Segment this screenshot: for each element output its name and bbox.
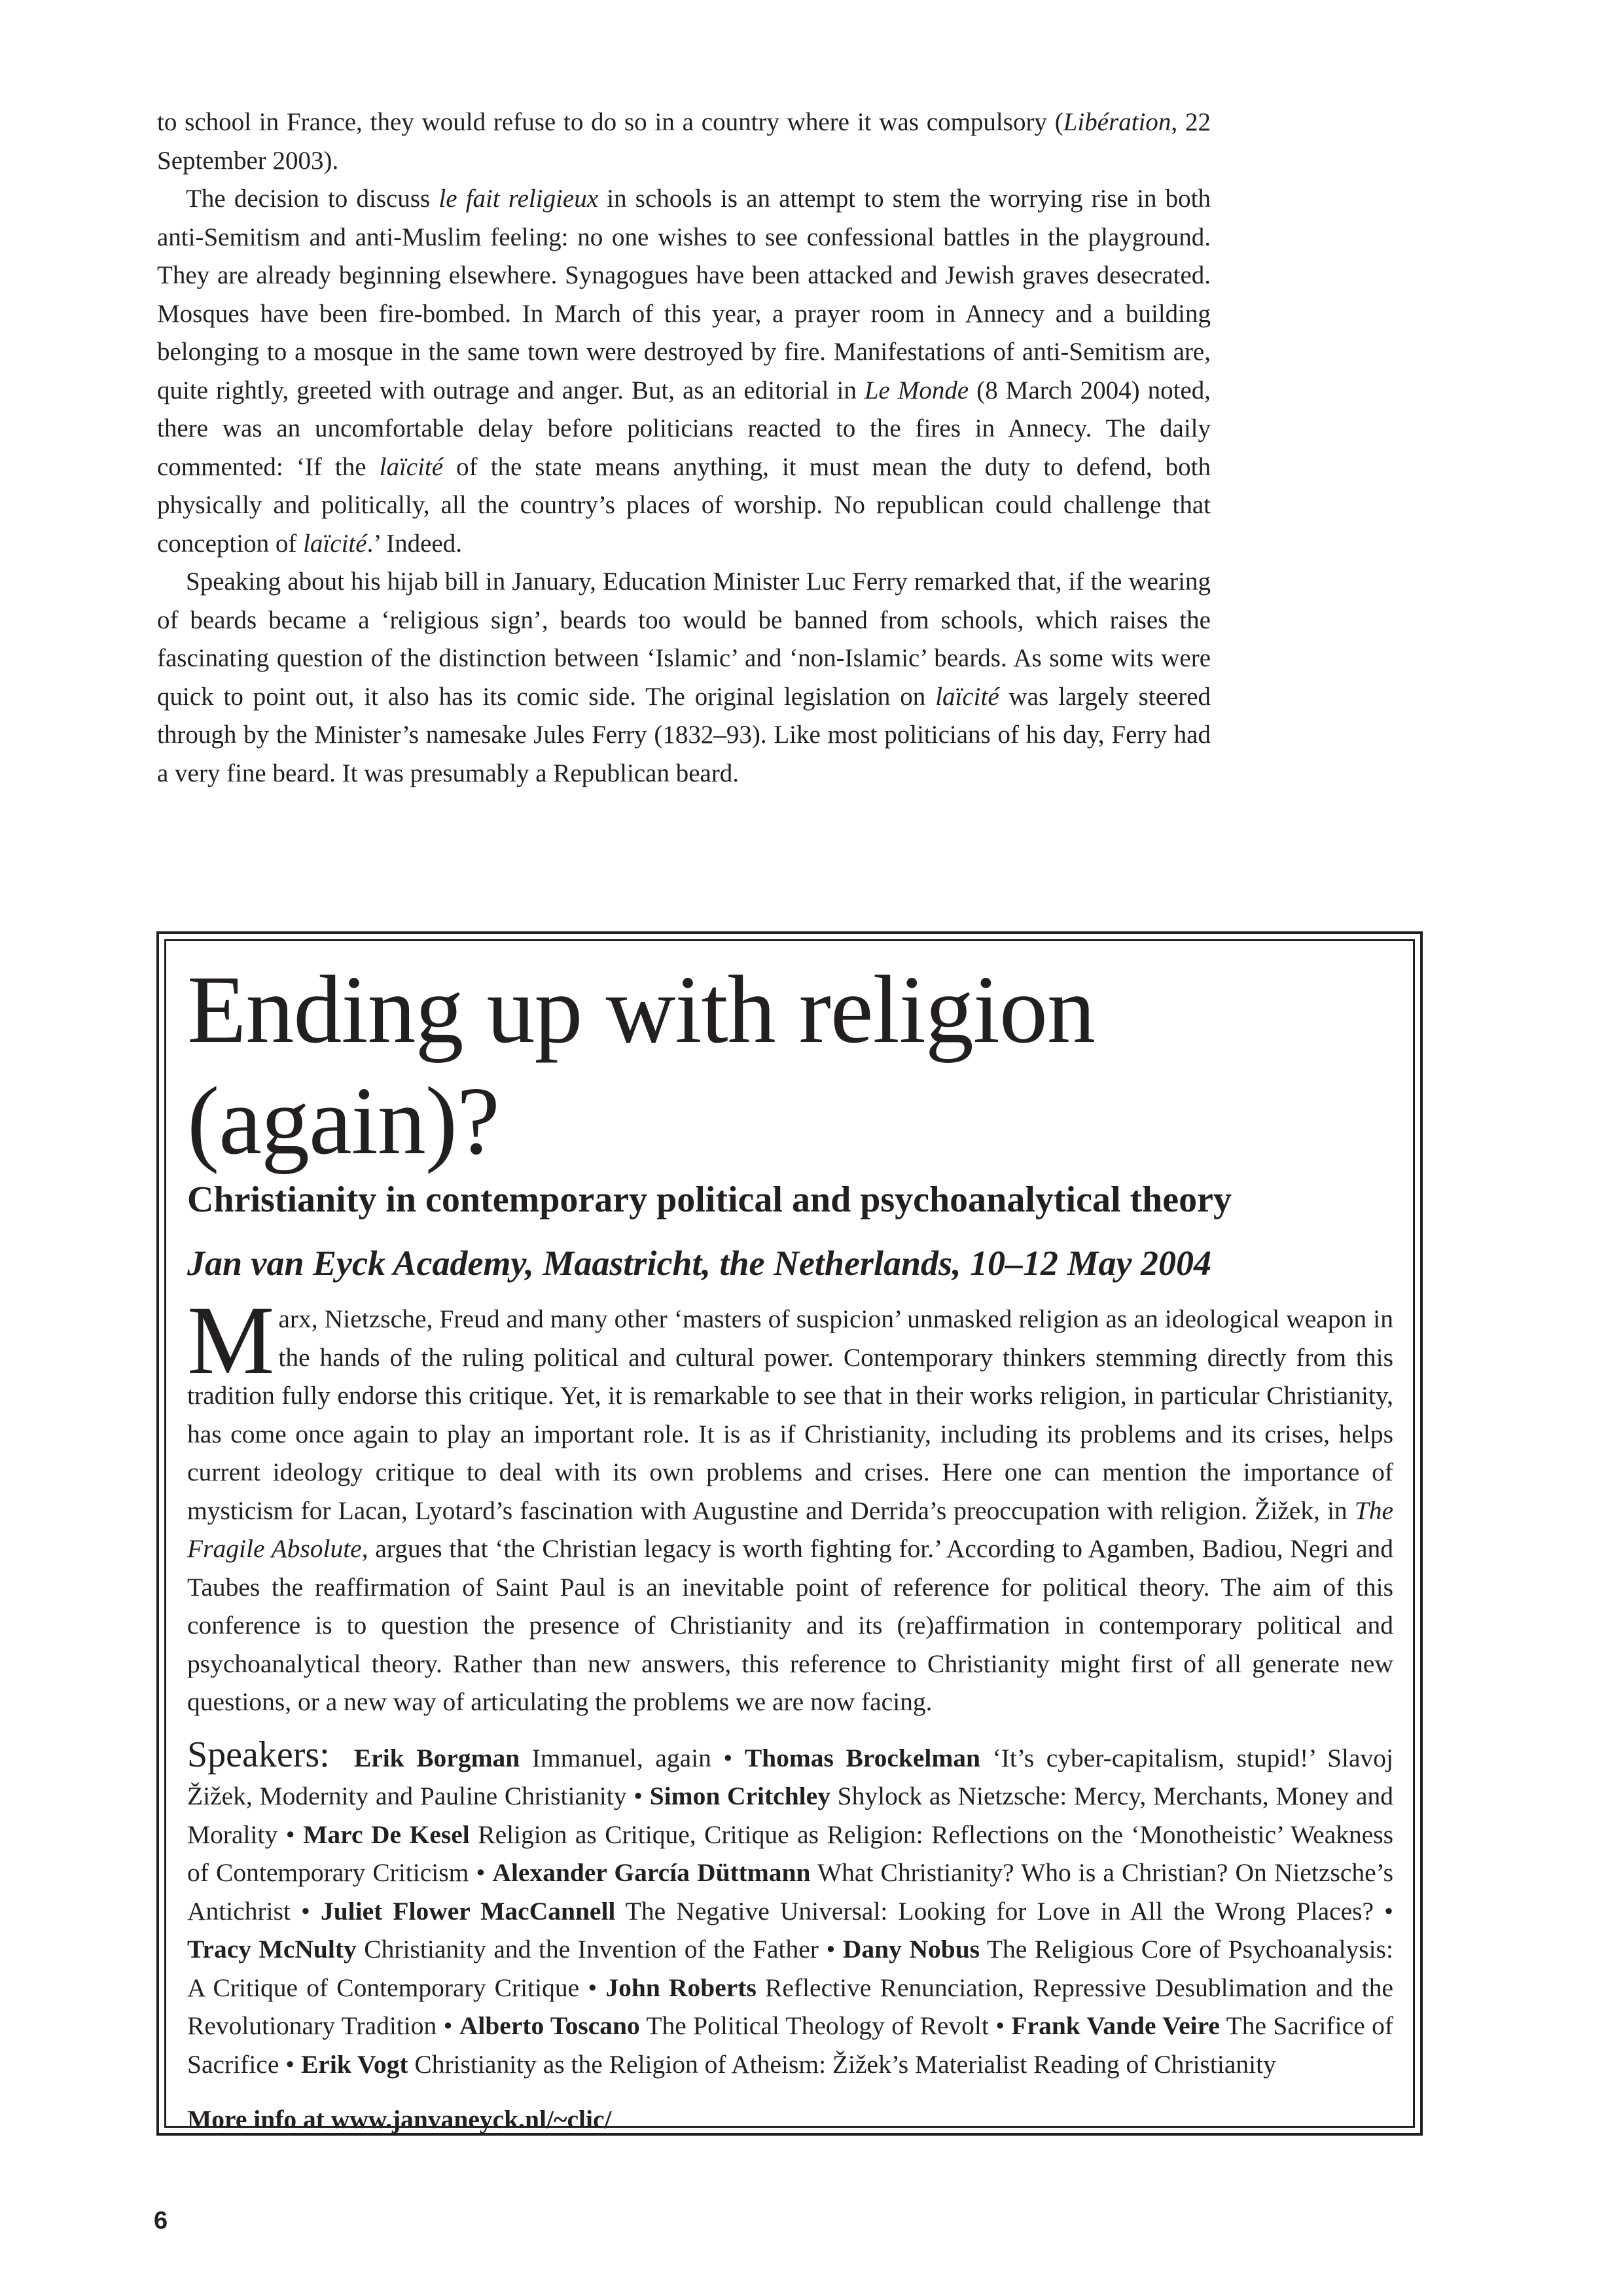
speaker-talk: Christianity and the Invention of the Father (364, 1935, 819, 1964)
bullet-separator: • (1374, 1896, 1393, 1926)
bullet-separator: • (437, 2011, 459, 2040)
speaker-talk: Religion as Critique, Critique as Religion: Reflections on the ‘Monotheistic’ Weakness of Contemporary Criticism (187, 1820, 1393, 1887)
speaker-talk: The Sacrifice of Sacrifice (187, 2011, 1393, 2079)
paragraph-3: Speaking about his hijab bill in January, Education Minister Luc Ferry remarked that, if the wearing of beards became a ‘religious sign’, beards too would be banned from schools, which raises the fascinating question of the distinction between ‘Islamic’ and ‘non-Islamic’ beards. As some wits were quick to point out, it also has its comic side. The original legislation on laïcité was largely steered through by the Minister’s namesake Jules Ferry (1832–93). Like most politicians of his day, Ferry had a very fine beard. It was presumably a Republican beard. (157, 567, 1211, 787)
speaker-entry (354, 1744, 711, 1772)
speaker-name: John Roberts (605, 1973, 757, 2002)
speaker-name: Erik Borgman (353, 1743, 520, 1772)
speakers-entries (187, 1744, 1393, 2079)
more-info-link[interactable]: More info at www.janvaneyck.nl/~clic/ (187, 2105, 612, 2134)
bullet-separator: • (579, 1973, 606, 2002)
speaker-entry (321, 1897, 1374, 1926)
conference-venue: Jan van Eyck Academy, Maastricht, the Netherlands, 10–12 May 2004 (187, 1244, 1211, 1283)
speaker-name: Dany Nobus (842, 1935, 980, 1964)
speaker-talk: ‘It’s cyber-capitalism, stupid!’ Slavoj Žižek, Modernity and Pauline Christianity (187, 1743, 1394, 1810)
speaker-talk: The Negative Universal: Looking for Love in All the Wrong Places? (625, 1896, 1374, 1926)
speaker-name: Tracy McNulty (187, 1935, 357, 1964)
speakers-label: Speakers: (187, 1734, 330, 1775)
speaker-talk: The Political Theology of Revolt (646, 2011, 989, 2040)
speaker-name: Alexander García Düttmann (492, 1858, 811, 1887)
speaker-entry (187, 1935, 819, 1964)
speaker-talk: Reflective Renunciation, Repressive Desublimation and the Revolutionary Tradition (187, 1973, 1393, 2040)
bullet-separator: • (279, 2049, 301, 2079)
speaker-talk: What Christianity? Who is a Christian? On Nietzsche’s Antichrist (187, 1858, 1393, 1926)
speaker-name: Erik Vogt (300, 2049, 408, 2079)
bullet-separator: • (469, 1858, 493, 1887)
bullet-separator: • (818, 1935, 843, 1964)
speaker-name: Juliet Flower MacCannell (320, 1896, 616, 1926)
paragraph-1: to school in France, they would refuse to do so in a country where it was compulsory (Libération, 22 September 2003). (157, 108, 1211, 175)
bullet-separator: • (988, 2011, 1012, 2040)
speaker-name: Marc De Kesel (303, 1820, 470, 1849)
speaker-name: Simon Critchley (649, 1782, 830, 1810)
speaker-name: Thomas Brockelman (744, 1743, 980, 1772)
conference-description: Marx, Nietzsche, Freud and many other ‘masters of suspicion’ unmasked religion as an ideological weapon in the hands of the ruling political and cultural power. Contemporary thinkers stemming directly from this tradition fully endorse this critique. Yet, it is remarkable to see that in their works religion, in particular Christianity, has come once again to play an important role. It is as if Christianity, including its problems and its crises, helps current ideology critique to deal with its own problems and crises. Here one can mention the importance of mysticism for Lacan, Lyotard’s fascination with Augustine and Derrida’s preoccupation with religion. Žižek, in The Fragile Absolute, argues that ‘the Christian legacy is worth fighting for.’ According to Agamben, Badiou, Negri and Taubes the reaffirmation of Saint Paul is an inevitable point of reference for political theory. The aim of this conference is to question the presence of Christianity and its (re)affirmation in contemporary political and psychoanalytical theory. Rather than new answers, this reference to Christianity might first of all generate new questions, or a new way of articulating the problems we are now facing. (187, 1286, 1394, 1716)
conference-ad-box (156, 931, 1423, 2136)
speaker-name: Alberto Toscano (459, 2011, 640, 2040)
article-text (157, 103, 1211, 793)
speaker-talk: Christianity as the Religion of Atheism: Žižek’s Materialist Reading of Christianity (414, 2049, 1276, 2079)
drop-cap: M (187, 1286, 275, 1395)
speaker-talk: The Religious Core of Psychoanalysis: A Critique of Contemporary Critique (187, 1935, 1394, 2002)
conference-subtitle: Christianity in contemporary political and psychoanalytical theory (187, 1179, 1232, 1220)
bullet-separator: • (711, 1743, 745, 1772)
conference-ad-inner (164, 939, 1415, 2134)
bullet-separator: • (626, 1782, 650, 1810)
bullet-separator: • (277, 1820, 304, 1849)
paragraph-2: The decision to discuss le fait religieux in schools is an attempt to stem the worrying rise in both anti-Semitism and anti-Muslim feeling: no one wishes to see confessional battles in the playground. They are already beginning elsewhere. Synagogues have been attacked and Jewish graves desecrated. Mosques have been fire-bombed. In March of this year, a prayer room in Annecy and a building belonging to a mosque in the same town were destroyed by fire. Manifestations of anti-Semitism are, quite rightly, greeted with outrage and anger. But, as an editorial in Le Monde (8 March 2004) noted, there was an uncomfortable delay before politicians reacted to the fires in Annecy. The daily commented: ‘If the laïcité of the state means anything, it must mean the duty to defend, both physically and politically, all the country’s places of worship. No republican could challenge that conception of laïcité.’ Indeed. (157, 185, 1211, 558)
speaker-entry (301, 2050, 1276, 2079)
speaker-talk: Immanuel, again (531, 1743, 711, 1772)
page-number: 6 (154, 2207, 168, 2234)
conference-title: Ending up with religion (again)? (187, 956, 1095, 1175)
speaker-name: Frank Vande Veire (1011, 2011, 1220, 2040)
bullet-separator: • (290, 1896, 321, 1926)
speaker-entry (459, 2011, 989, 2040)
speaker-talk: Shylock as Nietzsche: Mercy, Merchants, Money and Morality (187, 1782, 1393, 1849)
speakers-list (187, 1736, 1393, 2084)
